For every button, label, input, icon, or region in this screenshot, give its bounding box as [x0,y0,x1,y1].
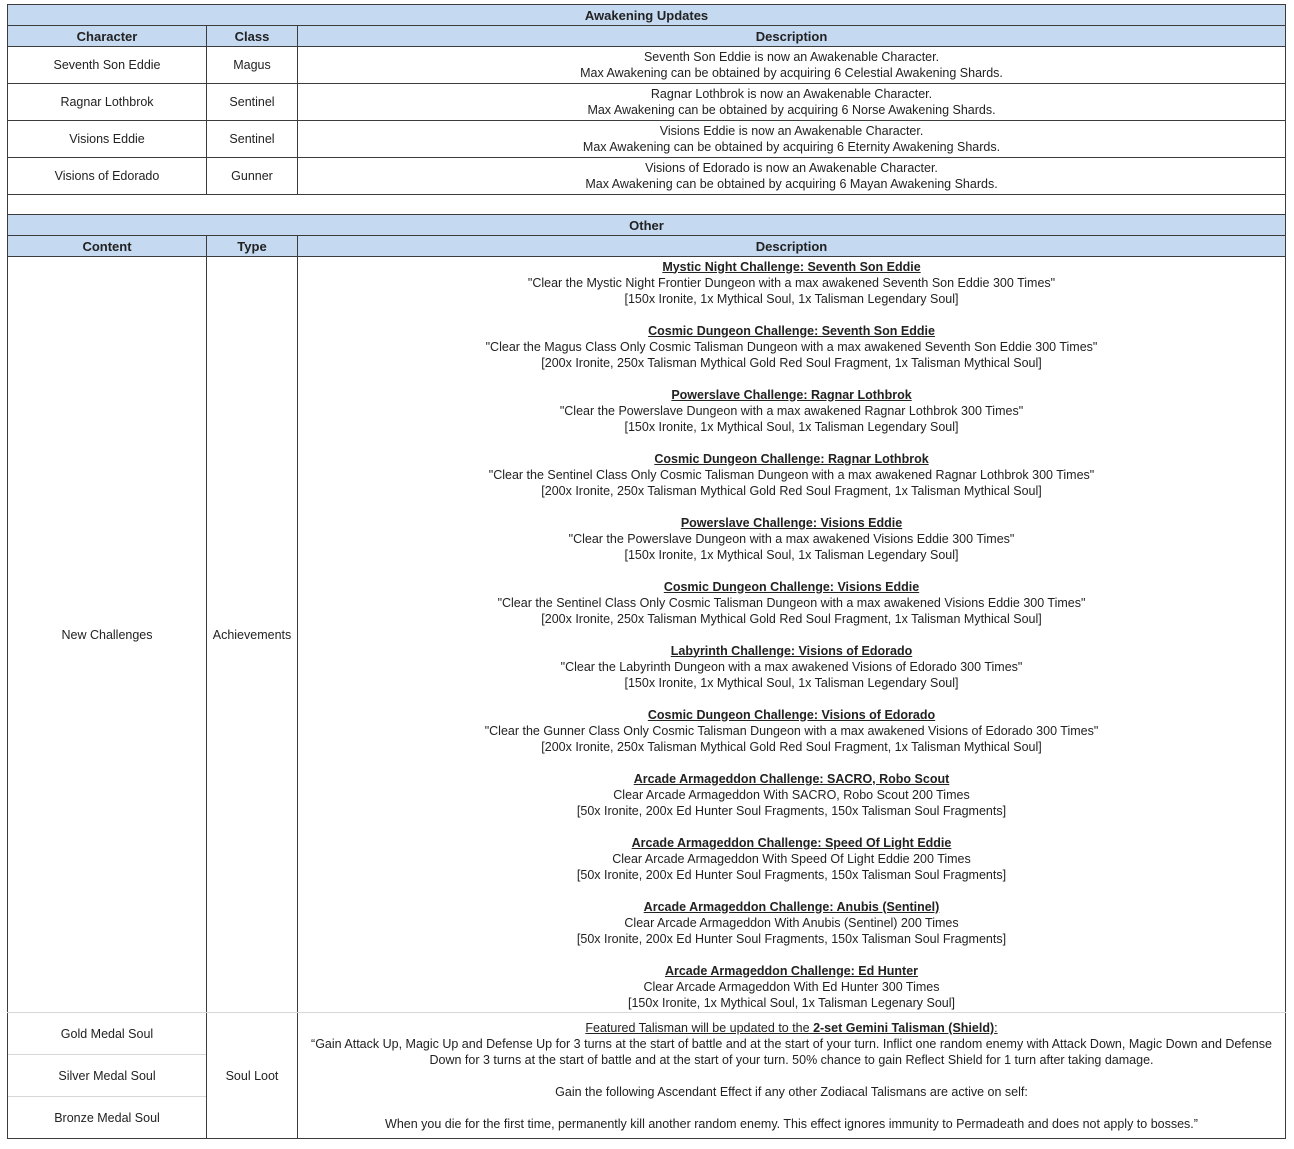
challenges-cell [298,257,1286,1013]
table-row [8,1013,1286,1139]
class-cell: Gunner [207,158,298,195]
col-header-description: Description [298,26,1286,47]
challenge-description: Clear Arcade Armageddon With Ed Hunter 300 Times [643,979,940,994]
challenge-description: "Clear the Magus Class Only Cosmic Talisman Dungeon with a max awakened Seventh Son Eddie 300 Times" [485,339,1098,354]
type-cell: Achievements [207,257,298,1013]
featured-talisman: 2-set Gemini Talisman (Shield) [813,1020,995,1035]
challenge-description: "Clear the Mystic Night Frontier Dungeon with a max awakened Seventh Son Eddie 300 Times" [527,275,1056,290]
challenge-item [298,323,1285,371]
challenge-title: Powerslave Challenge: Ragnar Lothbrok [671,387,912,402]
table-row [8,121,1286,158]
description-cell [298,121,1286,158]
challenge-reward: [50x Ironite, 200x Ed Hunter Soul Fragments, 150x Talisman Soul Fragments] [576,931,1007,946]
featured-end: : [994,1020,998,1035]
challenge-description: Clear Arcade Armageddon With SACRO, Robo Scout 200 Times [613,787,970,802]
description-cell [298,158,1286,195]
challenge-item [298,387,1285,435]
col-header-content: Content [8,236,207,257]
awakening-title: Awakening Updates [8,5,1286,26]
challenge-item [298,835,1285,883]
description-cell [298,84,1286,121]
challenge-reward: [150x Ironite, 1x Mythical Soul, 1x Talisman Legenary Soul] [627,995,956,1010]
challenge-reward: [150x Ironite, 1x Mythical Soul, 1x Talisman Legendary Soul] [624,547,959,562]
challenge-description: Clear Arcade Armageddon With Anubis (Sentinel) 200 Times [624,915,959,930]
challenge-title: Arcade Armageddon Challenge: Ed Hunter [664,963,919,978]
permadeath-paragraph: When you die for the first time, permanently kill another random enemy. This effect ignores immunity to Permadeath and does not apply to bosses.” [385,1116,1198,1131]
class-cell: Sentinel [207,84,298,121]
awakening-updates-table [7,4,1286,215]
challenge-item [298,579,1285,627]
challenge-item [298,771,1285,819]
challenge-description: "Clear the Powerslave Dungeon with a max awakened Visions Eddie 300 Times" [568,531,1015,546]
challenge-item [298,451,1285,499]
other-table [7,214,1286,1139]
challenge-description: "Clear the Labyrinth Dungeon with a max awakened Visions of Edorado 300 Times" [560,659,1023,674]
challenge-title: Cosmic Dungeon Challenge: Visions of Edorado [647,707,936,722]
class-cell: Sentinel [207,121,298,158]
list-item: Silver Medal Soul [8,1055,206,1097]
soul-description [298,1020,1285,1132]
challenge-reward: [50x Ironite, 200x Ed Hunter Soul Fragments, 150x Talisman Soul Fragments] [576,803,1007,818]
desc-line: Max Awakening can be obtained by acquiring 6 Mayan Awakening Shards. [585,177,998,191]
character-cell: Visions of Edorado [8,158,207,195]
challenge-reward: [150x Ironite, 1x Mythical Soul, 1x Talisman Legendary Soul] [624,291,959,306]
table-row [8,257,1286,1013]
effect-paragraph: “Gain Attack Up, Magic Up and Defense Up for 3 turns at the start of battle and at the start of your turn. Inflict one random enemy with Attack Down, Magic Down and Defense Down for 3 turns at the start of battle and at the start of your turn. 50% chance to gain Reflect Shield for 1 turn after taking damage. [311,1036,1272,1067]
featured-line [302,1020,1281,1036]
challenge-item [298,899,1285,947]
challenge-item [298,515,1285,563]
table-row [8,47,1286,84]
soul-type-cell: Soul Loot [207,1013,298,1139]
challenge-reward: [200x Ironite, 250x Talisman Mythical Gold Red Soul Fragment, 1x Talisman Mythical Soul] [541,611,1042,626]
challenge-reward: [50x Ironite, 200x Ed Hunter Soul Fragments, 150x Talisman Soul Fragments] [576,867,1007,882]
challenge-title: Cosmic Dungeon Challenge: Visions Eddie [663,579,920,594]
character-cell: Seventh Son Eddie [8,47,207,84]
challenge-reward: [200x Ironite, 250x Talisman Mythical Gold Red Soul Fragment, 1x Talisman Mythical Soul] [541,355,1042,370]
character-cell: Ragnar Lothbrok [8,84,207,121]
challenge-title: Arcade Armageddon Challenge: SACRO, Robo Scout [633,771,950,786]
desc-line: Visions Eddie is now an Awakenable Character. [659,124,924,138]
other-title: Other [8,215,1286,236]
featured-lead: Featured Talisman will be updated to the [585,1020,814,1035]
content-cell: New Challenges [8,257,207,1013]
challenge-reward: [150x Ironite, 1x Mythical Soul, 1x Talisman Legendary Soul] [624,675,959,690]
table-row [8,84,1286,121]
challenge-item [298,707,1285,755]
desc-line: Max Awakening can be obtained by acquiring 6 Celestial Awakening Shards. [580,66,1003,80]
list-item: Bronze Medal Soul [54,1110,160,1125]
desc-line: Visions of Edorado is now an Awakenable Character. [645,161,938,175]
challenge-reward: [150x Ironite, 1x Mythical Soul, 1x Talisman Legendary Soul] [624,419,959,434]
soul-list-cell [8,1013,207,1139]
character-cell: Visions Eddie [8,121,207,158]
col-header-class: Class [207,26,298,47]
challenge-reward: [200x Ironite, 250x Talisman Mythical Gold Red Soul Fragment, 1x Talisman Mythical Soul] [541,739,1042,754]
challenge-description: "Clear the Sentinel Class Only Cosmic Talisman Dungeon with a max awakened Visions Eddie 300 Times" [497,595,1086,610]
challenge-title: Cosmic Dungeon Challenge: Ragnar Lothbrok [654,451,929,466]
spacer-row [8,195,1286,215]
challenge-title: Arcade Armageddon Challenge: Speed Of Light Eddie [631,835,952,850]
list-item: Gold Medal Soul [8,1013,206,1055]
challenge-description: "Clear the Sentinel Class Only Cosmic Talisman Dungeon with a max awakened Ragnar Lothbrok 300 Times" [488,467,1095,482]
challenge-title: Powerslave Challenge: Visions Eddie [680,515,903,530]
challenge-item [298,259,1285,307]
challenge-title: Arcade Armageddon Challenge: Anubis (Sentinel) [643,899,940,914]
desc-line: Max Awakening can be obtained by acquiring 6 Eternity Awakening Shards. [582,140,1001,154]
table-row [8,158,1286,195]
challenge-list [298,259,1285,1011]
challenge-description: "Clear the Gunner Class Only Cosmic Talisman Dungeon with a max awakened Visions of Edorado 300 Times" [484,723,1099,738]
soul-description-cell [298,1013,1286,1139]
challenge-title: Labyrinth Challenge: Visions of Edorado [670,643,913,658]
challenge-description: "Clear the Powerslave Dungeon with a max awakened Ragnar Lothbrok 300 Times" [559,403,1024,418]
class-cell: Magus [207,47,298,84]
challenge-description: Clear Arcade Armageddon With Speed Of Light Eddie 200 Times [612,851,971,866]
challenge-item [298,963,1285,1011]
challenge-reward: [200x Ironite, 250x Talisman Mythical Gold Red Soul Fragment, 1x Talisman Mythical Soul] [541,483,1042,498]
ascendant-paragraph: Gain the following Ascendant Effect if any other Zodiacal Talismans are active on self: [555,1084,1028,1099]
desc-line: Max Awakening can be obtained by acquiring 6 Norse Awakening Shards. [587,103,996,117]
challenge-title: Mystic Night Challenge: Seventh Son Eddie [662,259,921,274]
challenge-title: Cosmic Dungeon Challenge: Seventh Son Eddie [648,323,935,338]
desc-line: Ragnar Lothbrok is now an Awakenable Character. [650,87,933,101]
col-header-type: Type [207,236,298,257]
description-cell [298,47,1286,84]
challenge-item [298,643,1285,691]
col-header-description: Description [298,236,1286,257]
col-header-character: Character [8,26,207,47]
desc-line: Seventh Son Eddie is now an Awakenable Character. [643,50,940,64]
